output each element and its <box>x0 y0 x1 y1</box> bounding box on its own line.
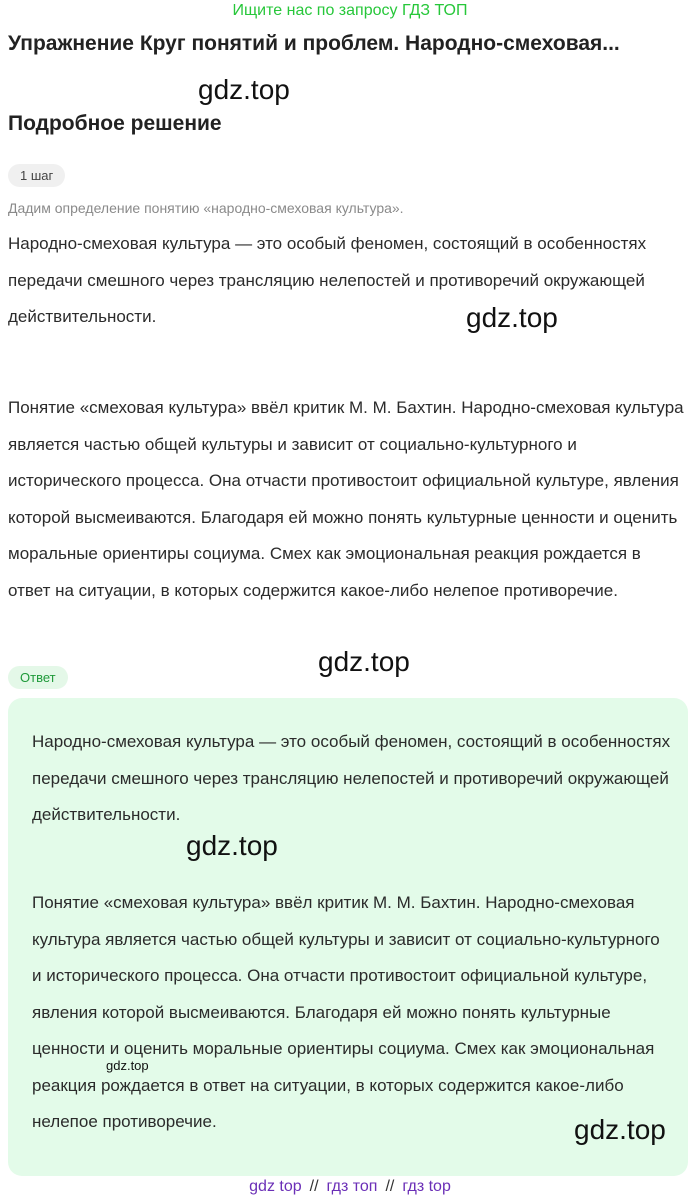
step-hint: Дадим определение понятию «народно-смеховая культура». <box>8 200 404 216</box>
footer-link-gdz-top[interactable]: gdz top <box>249 1178 302 1195</box>
section-title: Подробное решение <box>8 112 222 135</box>
footer-links <box>0 1178 700 1196</box>
step-badge: 1 шаг <box>8 164 65 187</box>
page-title: Упражнение Круг понятий и проблем. Народно-смеховая... <box>8 32 620 55</box>
footer-link-gdz-top-mixed[interactable]: гдз top <box>402 1178 451 1195</box>
watermark: gdz.top <box>318 646 410 677</box>
watermark-small: gdz.top <box>106 1058 149 1073</box>
solution-paragraph-2: Понятие «смеховая культура» ввёл критик М. М. Бахтин. Народно-смеховая культура является частью общей культуры и зависит от социально-культурного и исторического процесса. Она отчасти противостоит официальной культуре, явления которой высмеиваются. Благодаря ей можно понять культурные ценности и оценить моральные ориентиры социума. Смех как эмоциональная реакция рождается в ответ на ситуации, в которых содержится какое-либо нелепое противоречие. <box>8 398 684 600</box>
solution-paragraph-1: Народно-смеховая культура — это особый феномен, состоящий в особенностях передачи смешного через трансляцию нелепостей и противоречий окружающей действительности. <box>8 234 647 326</box>
answer-paragraph-1: Народно-смеховая культура — это особый феномен, состоящий в особенностях передачи смешного через трансляцию нелепостей и противоречий окружающей действительности. <box>32 732 671 824</box>
watermark: gdz.top <box>186 830 278 861</box>
search-banner: Ищите нас по запросу ГДЗ ТОП <box>232 2 468 19</box>
footer-separator: // <box>385 1178 395 1195</box>
watermark: gdz.top <box>198 74 290 105</box>
answer-badge: Ответ <box>8 666 68 689</box>
watermark: gdz.top <box>574 1114 666 1145</box>
footer-link-gdz-top-ru[interactable]: гдз топ <box>326 1178 378 1195</box>
footer-separator: // <box>309 1178 319 1195</box>
watermark: gdz.top <box>466 302 558 333</box>
answer-paragraph-2: Понятие «смеховая культура» ввёл критик М. М. Бахтин. Народно-смеховая культура является частью общей культуры и зависит от социально-культурного и исторического процесса. Она отчасти противостоит официальной культуре, явления которой высмеиваются. Благодаря ей можно понять культурные ценности и оценить моральные ориентиры социума. Смех как эмоциональная реакция рождается в ответ на ситуации, в которых содержится какое-либо нелепое противоречие. <box>32 893 660 1131</box>
